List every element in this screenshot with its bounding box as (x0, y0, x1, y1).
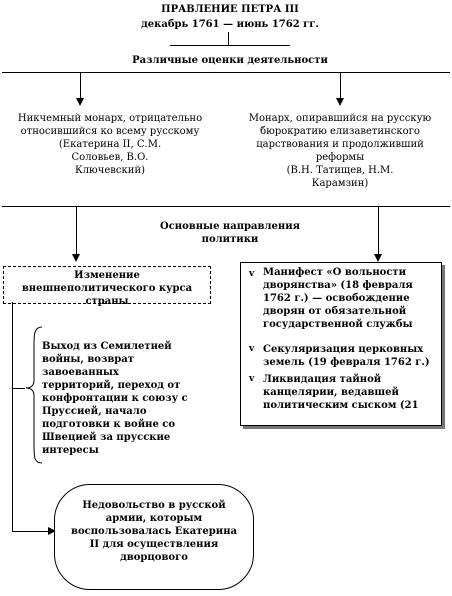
foreign-policy-text: Изменение внешнеполитического курса страны (21, 270, 193, 307)
positive-assessment-text: Монарх, опиравшийся на русскую бюрократию елизаветинского царствования и продолживший реформы (248, 113, 432, 163)
connector (12, 302, 13, 532)
bullet-icon: v (249, 374, 255, 384)
connector (12, 531, 50, 532)
army-discontent-box (54, 484, 254, 590)
war-exit-text: Выход из Семилетней войны, возврат завоеванных территорий, переход от конфронтации к союзу с Пруссией, начало подготовки к войне со Швецией за прусские интересы (42, 341, 188, 456)
domestic-item: Секуляризация церковных земель (19 февраля 1762 г.) (263, 344, 430, 368)
connector (76, 206, 77, 256)
arrow-down-icon (76, 98, 84, 106)
domestic-policy-box (240, 262, 442, 426)
army-discontent-text: Недовольство в русской армии, которым воспользовалась Екатерина II для осуществления дворцового (71, 500, 237, 563)
arrow-down-icon (336, 98, 344, 106)
divider (2, 72, 450, 73)
connector (170, 45, 290, 46)
bullet-icon: v (249, 269, 255, 279)
domestic-item: Ликвидация тайной канцелярии, ведавшей политическим сыском (21 (263, 374, 419, 411)
positive-assessment-authors: (В.Н. Татищев, Н.М. Карамзин) (286, 165, 394, 189)
diagram-title: ПРАВЛЕНИЕ ПЕТРА III (161, 4, 299, 15)
connector (80, 72, 81, 100)
negative-assessment-authors: (Екатерина II, С.М. Соловьев, В.О. Ключевский) (58, 139, 162, 176)
divider (2, 206, 450, 207)
bullet-icon: v (249, 344, 255, 354)
assessments-title: Различные оценки деятельности (132, 55, 328, 66)
positive-assessment (232, 112, 448, 190)
negative-assessment-text: Никчемный монарх, отрицательно относившийся ко всему русскому (17, 113, 203, 137)
arrow-down-icon (374, 254, 382, 262)
connector (378, 206, 379, 256)
arrow-down-icon (72, 254, 80, 262)
diagram-dates: декабрь 1761 — июнь 1762 гг. (141, 19, 319, 30)
foreign-policy-box (3, 266, 211, 307)
domestic-item: Манифест «О вольности дворянства» (18 февраля 1762 г.) — освобождение дворян от обязательной государственной службы (263, 267, 413, 330)
connector (228, 32, 229, 46)
connector (340, 72, 341, 100)
negative-assessment (4, 112, 216, 177)
policy-title: Основные направления политики (160, 221, 300, 245)
